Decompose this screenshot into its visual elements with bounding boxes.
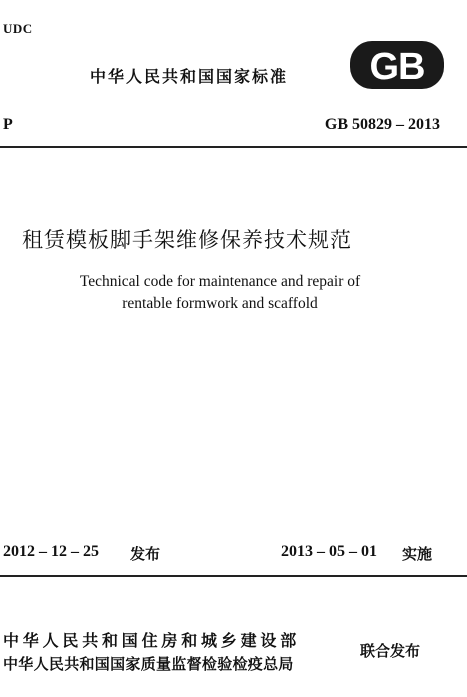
joint-publish-label: 联合发布 — [360, 642, 421, 660]
issuer-ministry-housing: 中华人民共和国住房和城乡建设部 — [3, 631, 301, 650]
issuer-quality-supervision: 中华人民共和国国家质量监督检验检疫总局 — [3, 655, 294, 673]
standard-number: GB 50829 – 2013 — [324, 116, 440, 133]
chinese-title: 租赁模板脚手架维修保养技术规范 — [22, 228, 352, 252]
english-title-line-1: Technical code for maintenance and repair of — [79, 273, 361, 290]
gb-standard-logo — [349, 40, 445, 90]
header-divider — [0, 146, 467, 148]
footer-divider — [0, 575, 467, 577]
implementation-date: 2013 – 05 – 01 — [281, 543, 377, 560]
english-title — [0, 271, 440, 315]
english-title-line-2: rentable formwork and scaffold — [122, 295, 318, 312]
category-code: P — [3, 116, 13, 133]
national-standard-title: 中华人民共和国国家标准 — [90, 67, 289, 86]
svg-text:GB: GB — [369, 46, 425, 88]
udc-label: UDC — [3, 21, 33, 36]
issue-date: 2012 – 12 – 25 — [3, 543, 99, 560]
issue-label: 发布 — [130, 545, 161, 563]
implementation-label: 实施 — [402, 545, 433, 563]
